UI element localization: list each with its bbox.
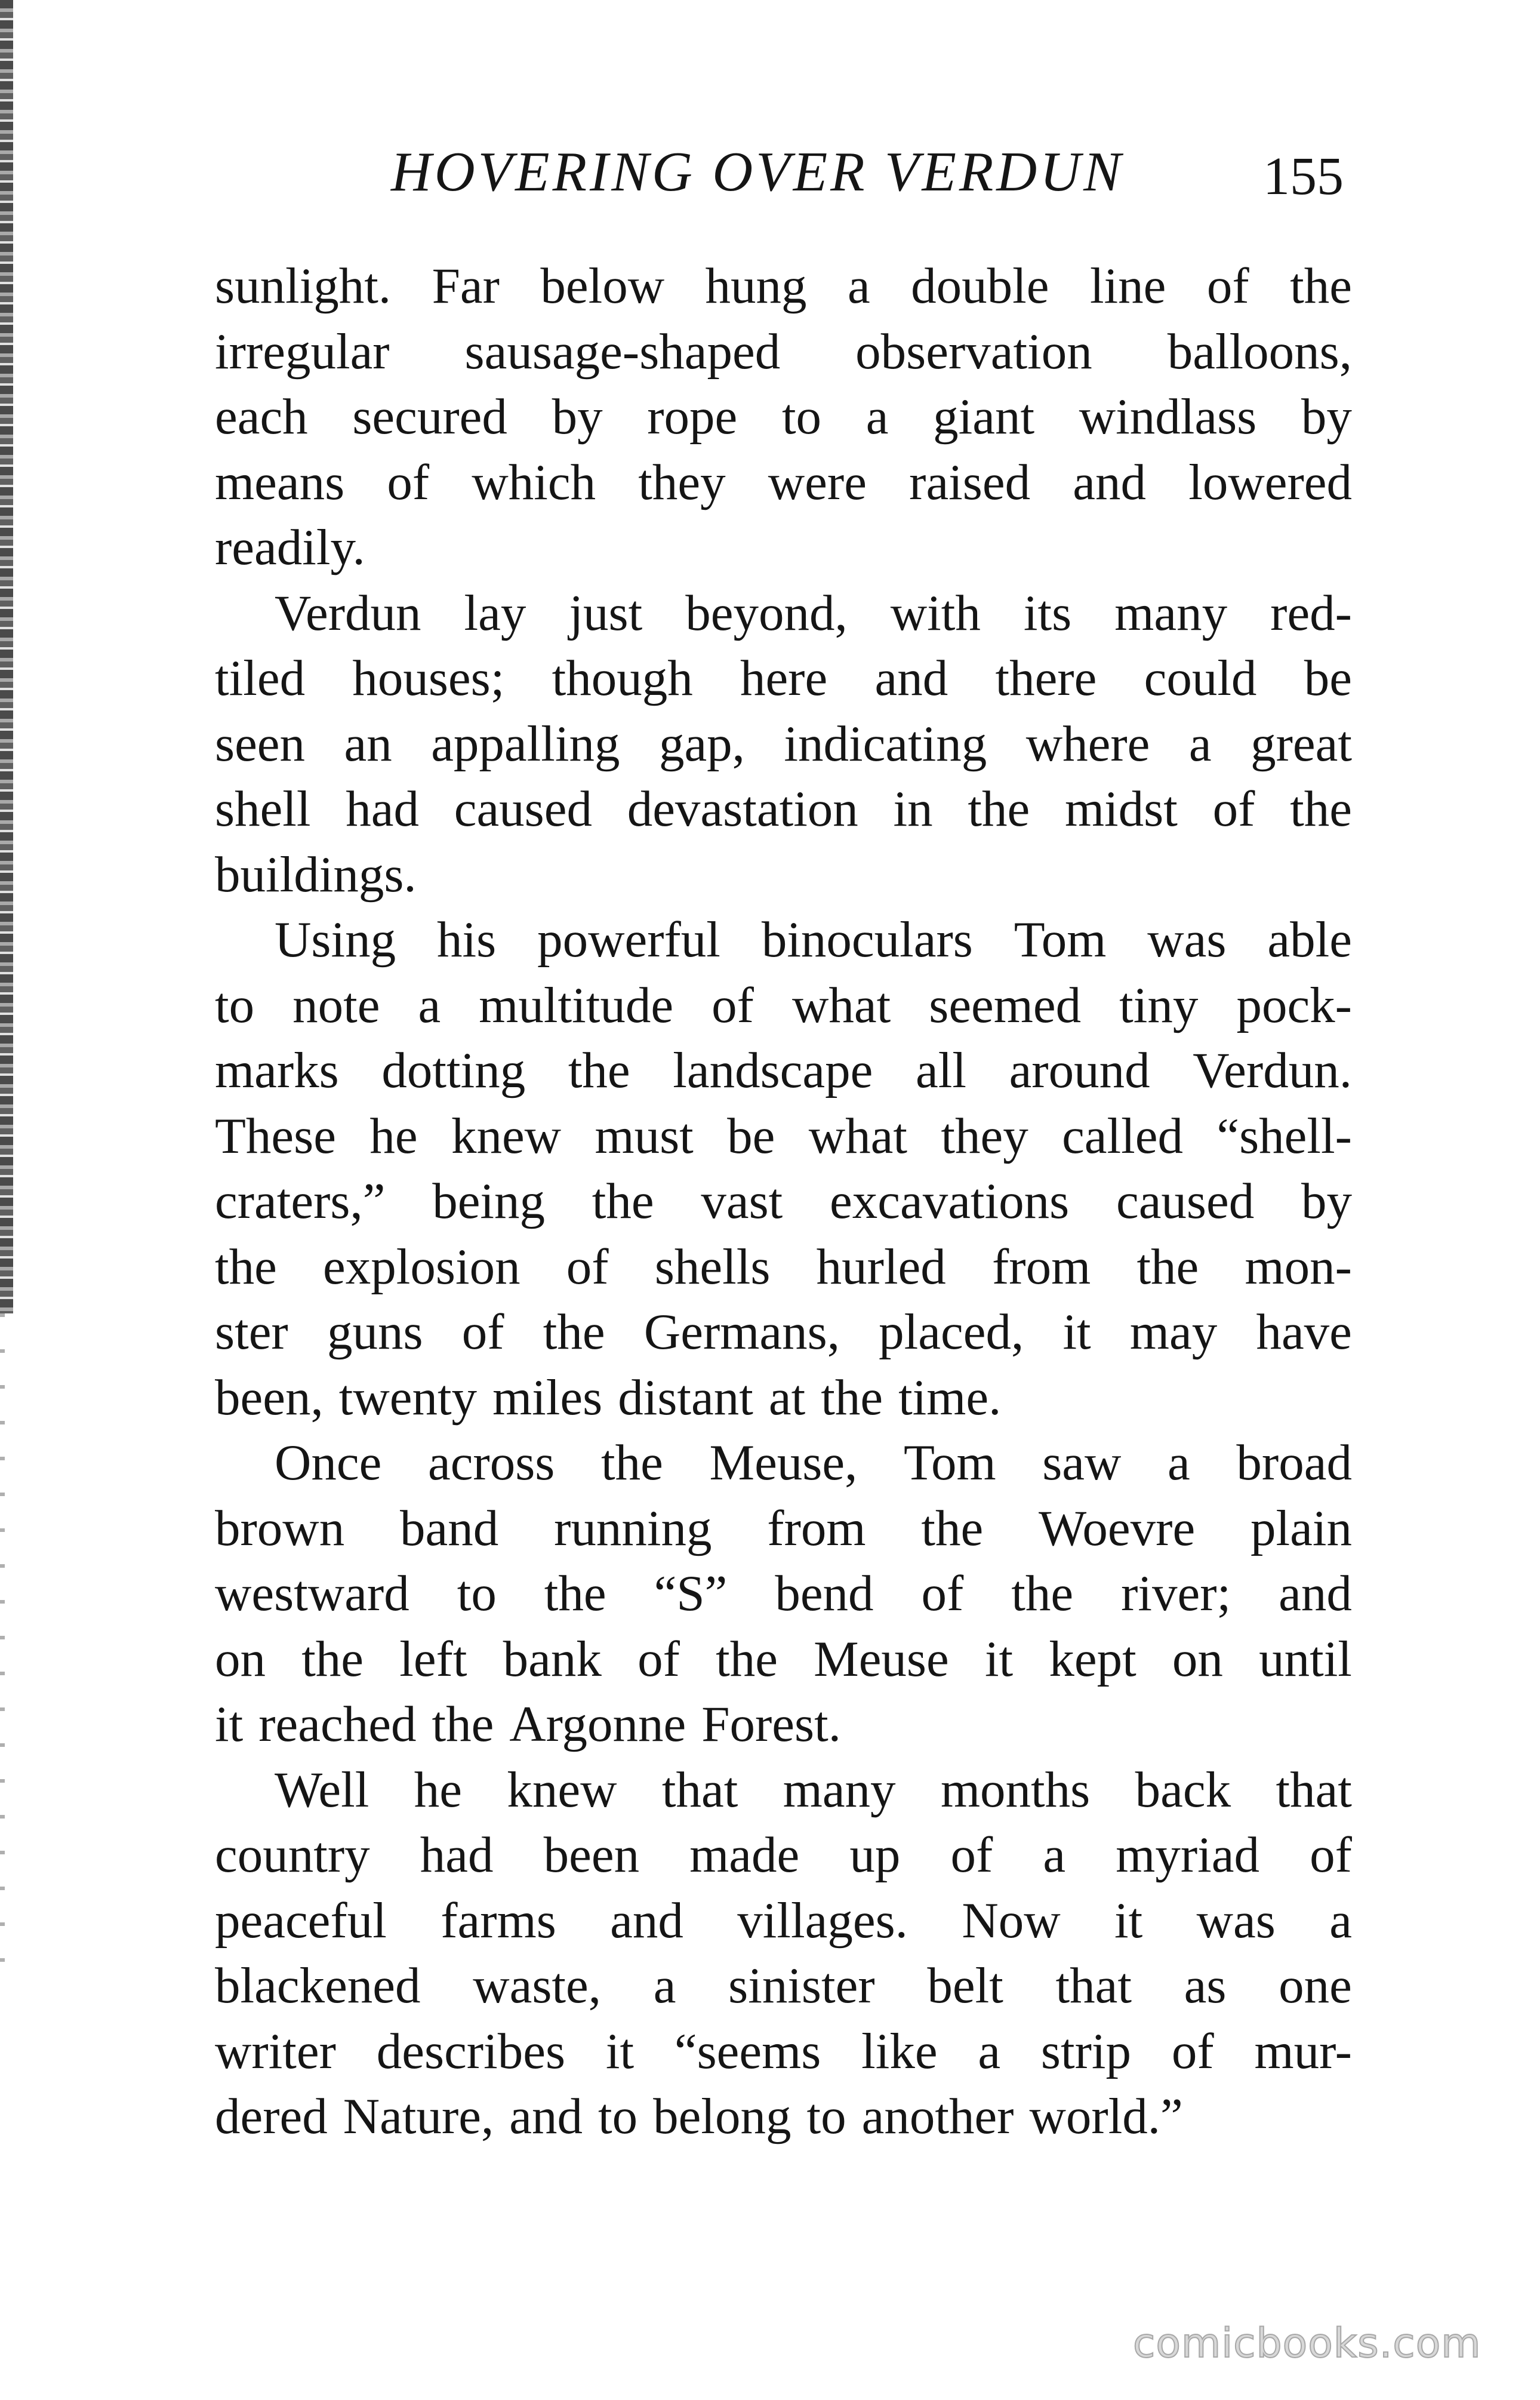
running-title: HOVERING OVER VERDUN — [391, 141, 1124, 203]
text-line: tiled houses; though here and there could be — [215, 650, 1352, 706]
body-text — [215, 254, 1352, 2150]
text-line: to note a multitude of what seemed tiny pock- — [215, 977, 1352, 1033]
text-line: marks dotting the landscape all around Verdun. — [215, 1042, 1352, 1099]
text-line: on the left bank of the Meuse it kept on until — [215, 1630, 1352, 1687]
scan-edge-shadow — [0, 0, 13, 1313]
text-line: blackened waste, a sinister belt that as one — [215, 1958, 1352, 2014]
text-line: craters,” being the vast excavations caused by — [215, 1173, 1352, 1229]
text-line: readily. — [215, 519, 365, 576]
text-line: the explosion of shells hurled from the mon- — [215, 1238, 1352, 1295]
paragraph — [215, 1430, 1352, 1758]
text-line: ster guns of the Germans, placed, it may have — [215, 1304, 1352, 1360]
watermark: comicbooks.com — [1133, 2320, 1482, 2367]
paragraph — [215, 1758, 1352, 2150]
text-line: Well he knew that many months back that — [275, 1761, 1352, 1818]
text-line: been, twenty miles distant at the time. — [215, 1369, 1002, 1426]
text-line: westward to the “S” bend of the river; and — [215, 1565, 1352, 1621]
text-line: country had been made up of a myriad of — [215, 1827, 1352, 1883]
text-line: Using his powerful binoculars Tom was able — [275, 912, 1352, 968]
paragraph — [215, 581, 1352, 908]
text-line: writer describes it “seems like a strip of mur- — [215, 2023, 1352, 2079]
text-line: Verdun lay just beyond, with its many red- — [275, 584, 1352, 641]
text-line: means of which they were raised and lowered — [215, 454, 1352, 510]
text-line: buildings. — [215, 846, 417, 903]
paragraph — [215, 907, 1352, 1430]
text-line: brown band running from the Woevre plain — [215, 1500, 1352, 1556]
paragraph — [215, 254, 1352, 581]
text-line: sunlight. Far below hung a double line of the — [215, 258, 1352, 314]
text-line: peaceful farms and villages. Now it was a — [215, 1892, 1352, 1949]
scan-edge-shadow-lower — [0, 1313, 5, 1970]
text-line: dered Nature, and to belong to another world.” — [215, 2088, 1183, 2144]
text-line: seen an appalling gap, indicating where a great — [215, 715, 1352, 772]
text-line: shell had caused devastation in the midst of the — [215, 781, 1352, 837]
text-line: it reached the Argonne Forest. — [215, 1696, 841, 1752]
text-line: These he knew must be what they called “shell- — [215, 1107, 1352, 1164]
text-line: each secured by rope to a giant windlass by — [215, 389, 1352, 445]
page-number: 155 — [1263, 147, 1344, 206]
text-line: Once across the Meuse, Tom saw a broad — [275, 1435, 1352, 1491]
text-line: irregular sausage-shaped observation balloons, — [215, 323, 1352, 380]
